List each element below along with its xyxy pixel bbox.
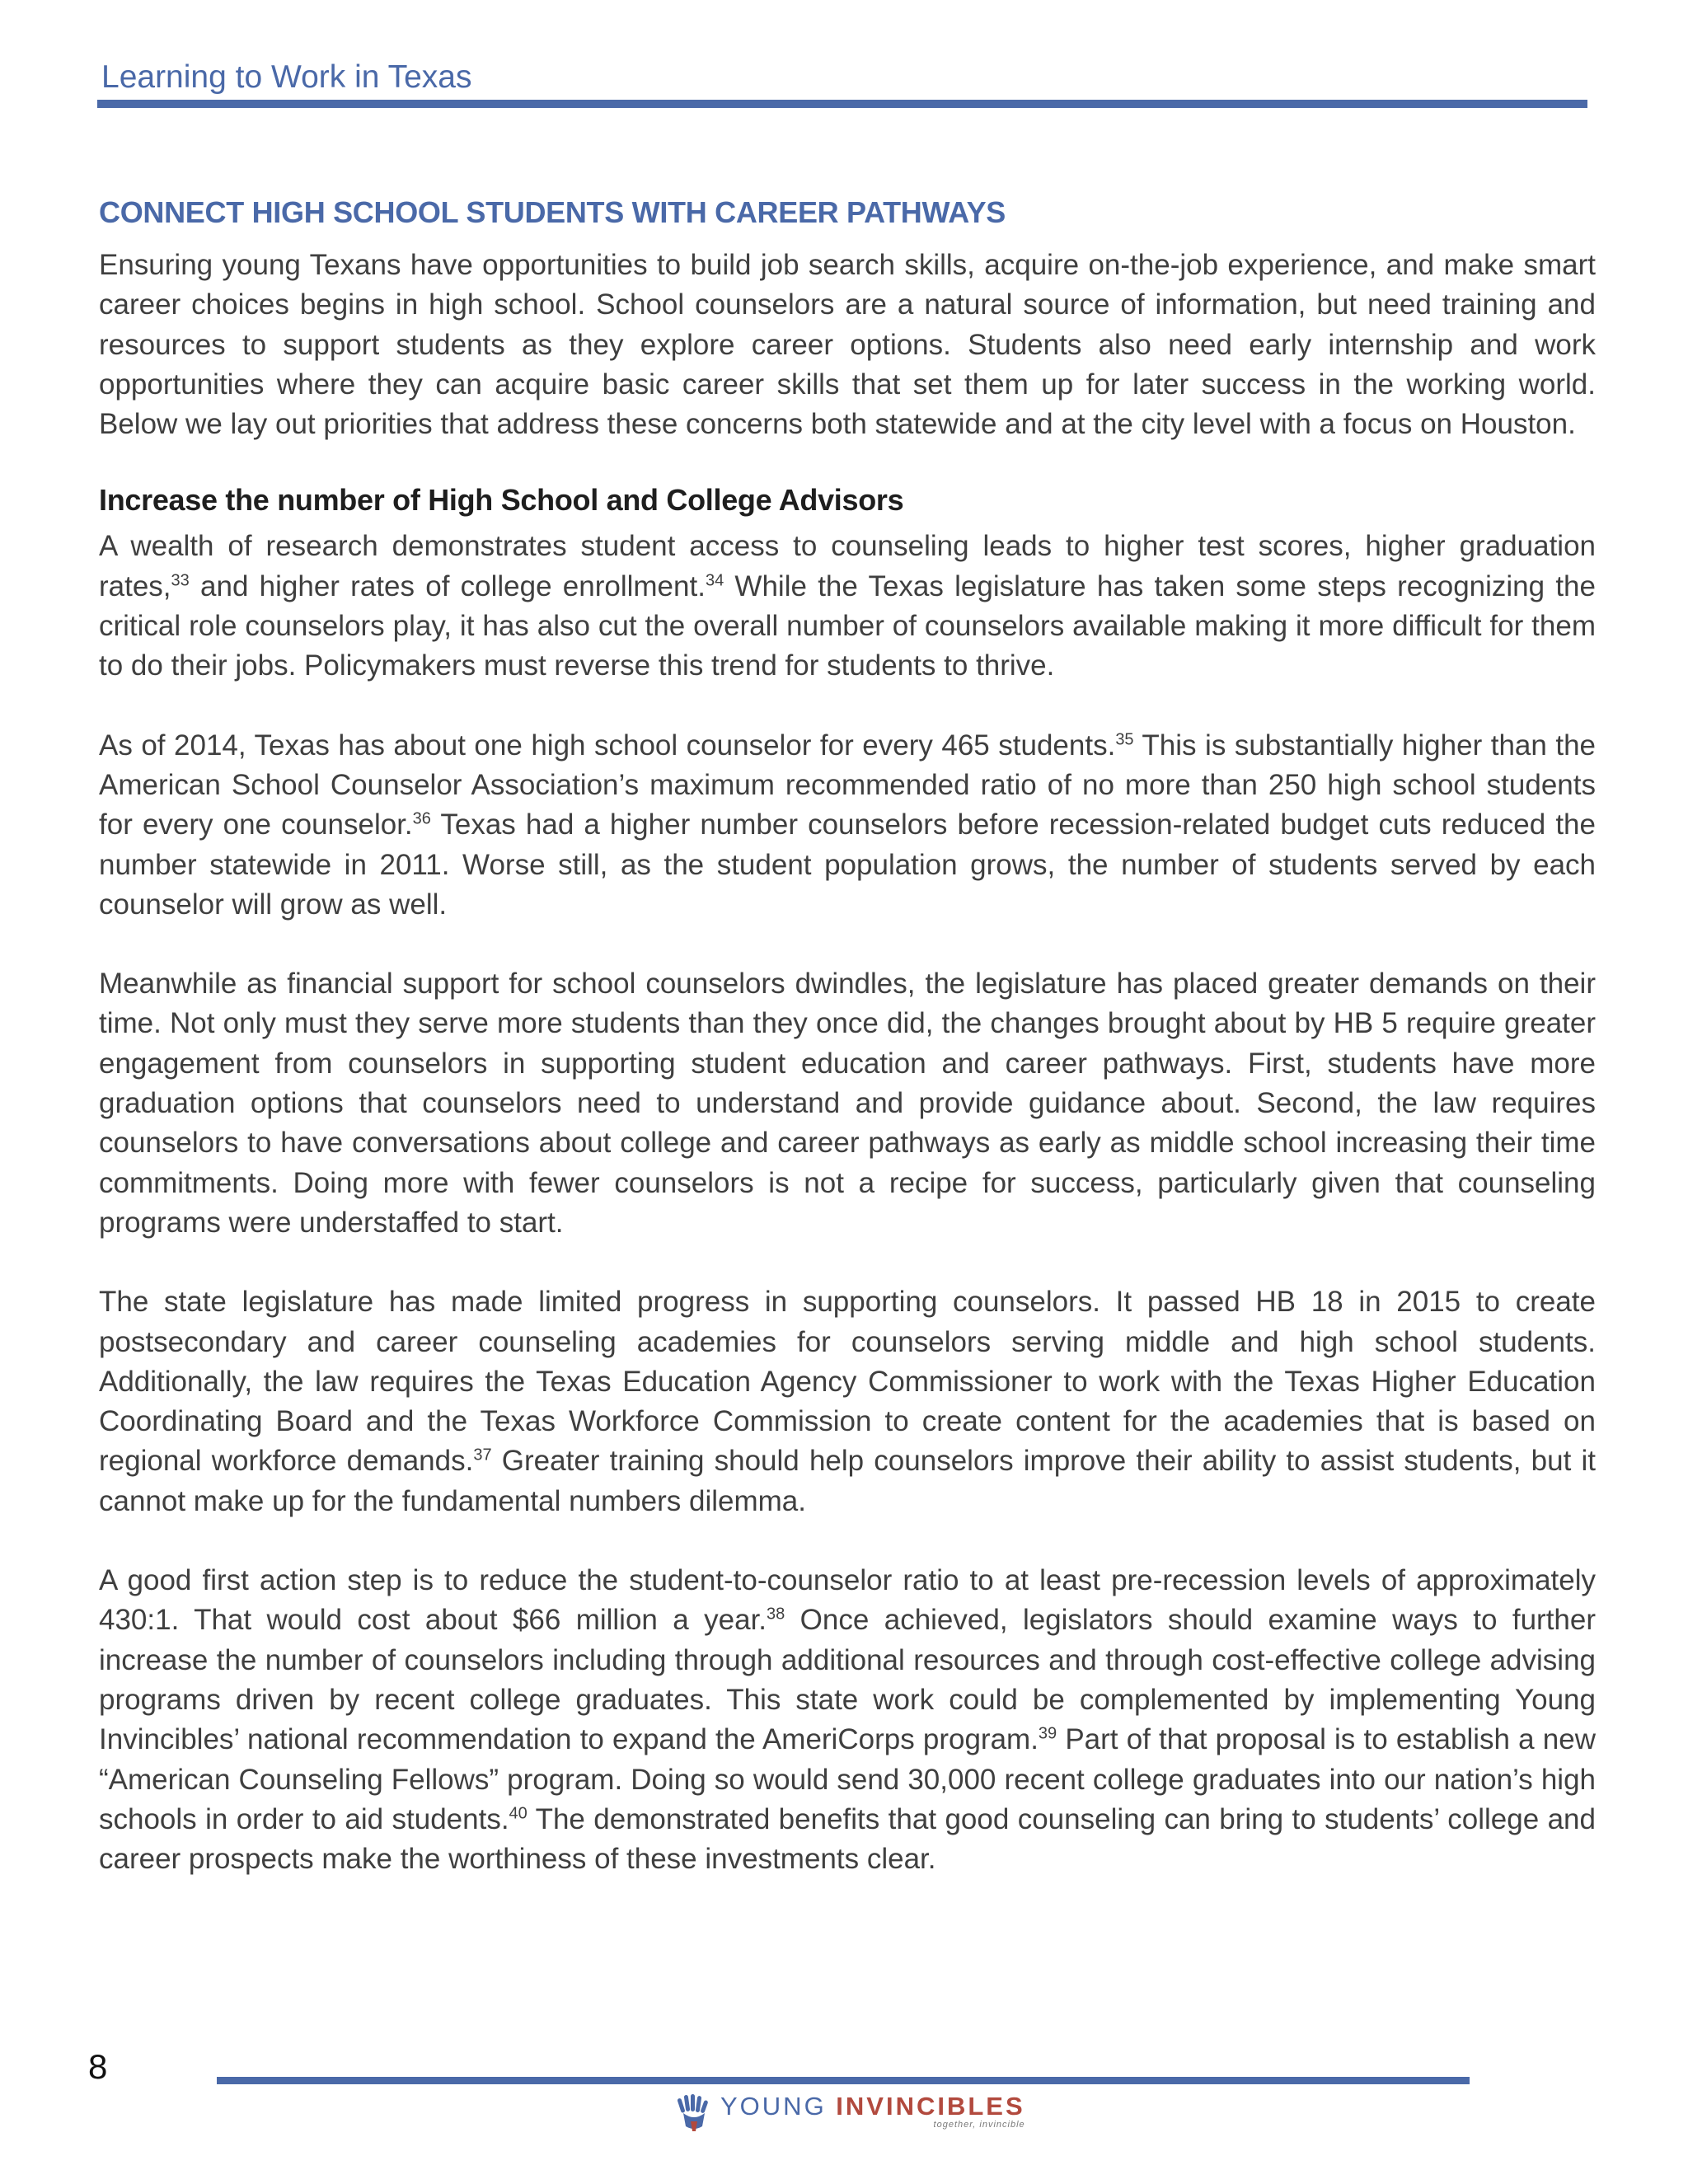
logo-tagline: together, invincible — [933, 2120, 1025, 2130]
paragraph-1 — [99, 527, 1596, 686]
footnote-ref: 38 — [767, 1605, 785, 1624]
footnote-ref: 37 — [473, 1446, 492, 1465]
paragraph-5 — [99, 1561, 1596, 1879]
logo-wordmark-light: YOUNG — [720, 2092, 837, 2121]
paragraph-2 — [99, 726, 1596, 925]
footnote-ref: 34 — [705, 571, 724, 590]
footnote-ref: 35 — [1115, 730, 1134, 749]
header-rule — [97, 100, 1587, 108]
paragraph-3 — [99, 964, 1596, 1243]
footnote-ref: 40 — [509, 1804, 528, 1823]
paragraph-text: A wealth of research demonstrates student access to counseling leads to higher test scores, higher graduation rates, — [99, 530, 1596, 602]
section-heading: CONNECT HIGH SCHOOL STUDENTS WITH CAREER PATHWAYS — [99, 195, 1006, 229]
page-content — [99, 191, 1596, 1879]
paragraph-text: Once achieved, legislators should examine ways to further increase the number of counselors including through additional resources and through cost-effective college advising programs driven by recent college graduates. This state work could be complemented by implementing Young Invincibles’ national recommendation to expand the AmeriCorps program. — [99, 1604, 1596, 1756]
paragraph-text: Meanwhile as financial support for school counselors dwindles, the legislature has placed greater demands on their time. Not only must they serve more students than they once did, the changes brought about by HB 5 require greater engagement from counselors in supporting student education and career pathways. First, students have more graduation options that counselors need to understand and provide guidance about. Second, the law requires counselors to have conversations about college and career pathways as early as middle school increasing their time commitments. Doing more with fewer counselors is not a recipe for success, particularly given that counseling programs were understaffed to start. — [99, 968, 1596, 1239]
paragraph-4 — [99, 1282, 1596, 1521]
logo-wordmark-bold: INVINCIBLES — [836, 2092, 1025, 2121]
paragraph-text: While the Texas legislature has taken some steps recognizing the critical role counselors play, it has also cut the overall number of counselors available making it more difficult for them to do their jobs. Policymakers must reverse this trend for students to thrive. — [99, 569, 1596, 682]
paragraph-text: The state legislature has made limited progress in supporting counselors. It passed HB 18 in 2015 to create postsecondary and career counseling academies for counselors serving middle and high school students. Additionally, the law requires the Texas Education Agency Commissioner to work with the Texas Higher Education Coordinating Board and the Texas Workforce Commission to create content for the academies that is based on regional workforce demands. — [99, 1286, 1596, 1478]
paragraph-text: and higher rates of college enrollment. — [189, 569, 706, 602]
paragraph-text: Part of that proposal is to establish a new “American Counseling Fellows” program. Doing so would send 30,000 recent college graduates into our nation’s high schools in order to aid students. — [99, 1723, 1596, 1835]
footnote-ref: 39 — [1038, 1724, 1057, 1743]
running-header: Learning to Work in Texas — [101, 59, 472, 95]
paragraph-text: Greater training should help counselors improve their ability to assist students, but it cannot make up for the fundamental numbers dilemma. — [99, 1445, 1596, 1517]
intro-paragraph: Ensuring young Texans have opportunities to build job search skills, acquire on-the-job experience, and make smart career choices begins in high school. School counselors are a natural source of information, but need training and resources to support students as they explore career options. Students also need early internship and work opportunities where they can acquire basic career skills that set them up for later success in the working world. Below we lay out priorities that address these concerns both statewide and at the city level with a focus on Houston. — [99, 249, 1596, 441]
footer-rule — [217, 2077, 1470, 2084]
paragraph-text: Texas had a higher number counselors before recession-related budget cuts reduced the number statewide in 2011. Worse still, as the student population grows, the number of students served by each counselor will grow as well. — [99, 808, 1596, 921]
subsection-heading: Increase the number of High School and College Advisors — [99, 483, 904, 518]
footer-logo — [676, 2092, 1025, 2133]
raised-hands-icon — [676, 2093, 712, 2133]
paragraph-text: As of 2014, Texas has about one high school counselor for every 465 students. — [99, 729, 1116, 762]
paragraph-text: The demonstrated benefits that good counseling can bring to students’ college and career prospects make the worthiness of these investments clear. — [99, 1802, 1596, 1876]
paragraph-text: A good first action step is to reduce the student-to-counselor ratio to at least pre-recession levels of approximately 430:1. That would cost about $66 million a year. — [99, 1564, 1596, 1637]
paragraph-text: This is substantially higher than the American School Counselor Association’s maximum recommended ratio of no more than 250 high school students for every one counselor. — [99, 729, 1596, 841]
footnote-ref: 36 — [412, 809, 431, 828]
page-number: 8 — [88, 2047, 108, 2086]
footnote-ref: 33 — [171, 571, 190, 590]
